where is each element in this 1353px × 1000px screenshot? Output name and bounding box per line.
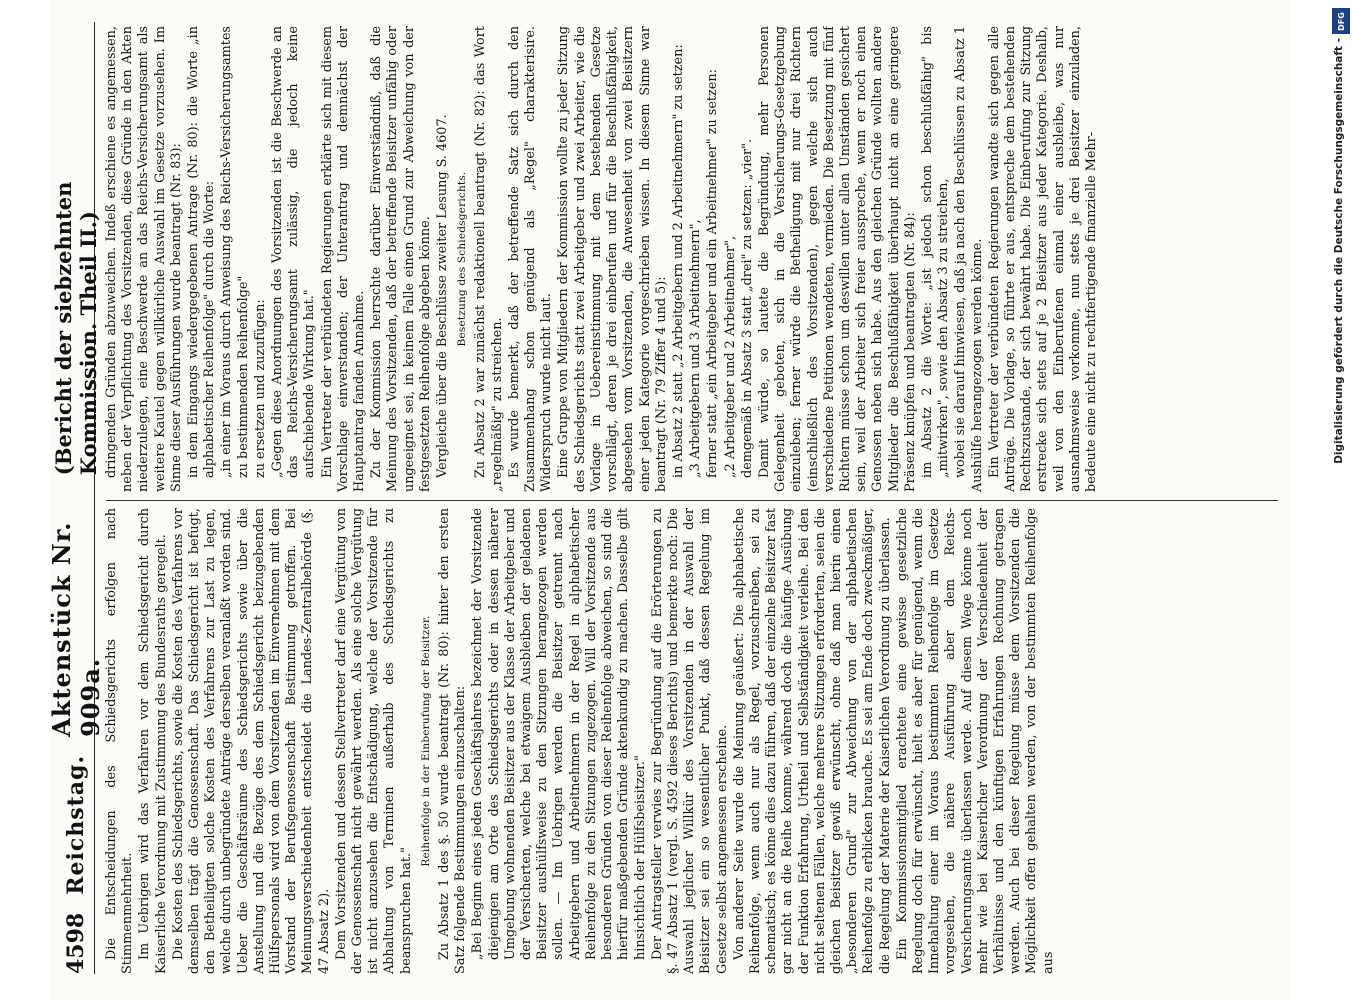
right-column	[104, 26, 1279, 492]
paragraph: Die Kosten des Schiedsgerichts, sowie die Kosten des Verfahrens vor demselben trägt die Genossenschaft. Das Schiedsgericht ist befugt, den Betheiligten solche Kosten des Verfahrens zur Last zu legen, welche durch unbegründete Anträge derselben veranlaßt worden sind. Ueber die Geschäftsräume des Schiedsgerichts sowie über die Anstellung und die Bezüge des dem Schiedsgericht beizugebenden Hülfspersonals wird von dem Vorsitzenden im Einvernehmen mit dem Vorstand der Berufsgenossenschaft Bestimmung getroffen. Bei Meinungsverschiedenheit entscheidet die Landes-Zentralbehörde (§. 47 Absatz 2).	[170, 508, 332, 974]
left-column	[104, 508, 1279, 974]
page-number: 4598	[63, 912, 89, 974]
quoted-provision: ferner statt „ein Arbeitgeber und ein Arbeitnehmer" zu setzen:	[705, 69, 721, 478]
paragraph: Ein Vertreter der verbündeten Regierungen erklärte sich mit diesem Vorschlage einverstanden; der Unterantrag und demnächst der Hauptantrag fanden Annahme.	[319, 26, 368, 492]
quoted-provision: im Absatz 2 die Worte: „ist jedoch schon beschlußfähig" bis „mitwirken", sowie den Absatz 3 zu streichen,	[919, 26, 952, 478]
paragraph: Damit würde, so lautete die Begründung, mehr Personen Gelegenheit geboten, sich in die Versicherungs-Gesetzgebung einzuleben; ferner würde die Betheiligung mit nur drei Richtern (einschließlich des Vorsitzenden), gegen welche sich auch verschiedene Petitionen wendeten, vermieden. Die Besetzung mit fünf Richtern müsse schon um deswillen unter allen Umständen gesichert sein, weil der Arbeiter sich freier ausspreche, wenn er noch einen Genossen neben sich habe. Aus den gleichen Gründe wollten andere Mitglieder die Beschlußfähigkeit überhaupt nicht an eine geringere Präsenz knüpfen und beantragten (Nr. 84):	[756, 26, 918, 492]
quoted-provision: „in einer im Voraus durch Anweisung des Reichs-Versicherungsamtes zu bestimmenden Reihenfolge"	[219, 26, 251, 478]
header-reichstag: Reichstag.	[63, 754, 89, 895]
digitization-note	[1331, 8, 1351, 993]
quoted-provision: zu ersetzen und zuzufügen:	[252, 299, 268, 478]
paragraph: Zu der Kommission herrschte darüber Einverständniß, daß die Meinung des Vorsitzenden, daß der betreffende Beisitzer unfähig oder ungeeignet sei, in keinem Falle einen Grund zur Abweichung von der festgesetzten Reihenfolge abgeben könne.	[369, 26, 433, 492]
paragraph: Vergleiche über die Beschlüsse zweiter Lesung S. 4607.	[435, 114, 451, 478]
digitization-note-text: Digitalisierung gefördert durch die Deutsche Forschungsgemeinschaft -	[1333, 38, 1345, 464]
section-heading: Reihenfolge in der Einberufung der Beisitzer.	[419, 615, 432, 867]
paragraph: Zu Absatz 2 war zunächst redaktionell beantragt (Nr. 82): das Wort „regelmäßig" zu streichen.	[473, 26, 505, 492]
paragraph: Der Antragsteller verwies zur Begründung auf die Erörterungen zu §. 47 Absatz 1 (vergl. S. 4592 dieses Berichts) und bemerkte noch: Die Auswahl jeglicher Willkür des Vorsitzenden in der Auswahl der Beisitzer sei ein so wesentlicher Punkt, daß dessen Regelung im Gesetze selbst angemessen erscheine.	[649, 508, 730, 974]
quoted-provision: „Gegen diese Anordnungen des Vorsitzenden ist die Beschwerde an das Reichs-Versicherungsamt zulässig, die jedoch keine aufschiebende Wirkung hat."	[270, 26, 318, 478]
paragraph: Eine Gruppe von Mitgliedern der Kommission wollte zu jeder Sitzung des Schiedsgerichts statt zwei Arbeitgeber und zwei Arbeiter, wie die Vorlage in Uebereinstimmung mit dem bestehenden Gesetze vorschlägt, deren je drei einberufen und für die Beschlußfähigkeit, abgesehen vom Vorsitzenden, die Anwesenheit von zwei Beisitzern einer jeden Kategorie vorgeschrieben wissen. In diesem Sinne war beantragt (Nr. 79 Ziffer 4 und 5):	[556, 26, 669, 492]
quoted-provision: in dem Eingangs wiedergegebenen Antrage (Nr. 80): die Worte „in alphabetischer Reihenfolge" durch die Worte:	[186, 26, 218, 478]
quoted-provision: „2 Arbeitgeber und 2 Arbeitnehmer",	[722, 235, 738, 478]
paragraph: wobei sie darauf hinwiesen, daß ja nach den Beschlüssen zu Absatz 1 Aushülfe herangezogen werden könne.	[953, 26, 985, 492]
section-heading: Besetzung des Schiedsgerichts.	[456, 171, 469, 347]
quoted-provision: in Absatz 2 statt „2 Arbeitgebern und 2 Arbeitnehmern" zu setzen:	[670, 44, 686, 478]
quoted-provision: „Bei Beginn eines jeden Geschäftsjahres bezeichnet der Vorsitzende diejenigen am Orte des Schiedsgerichts oder in dessen näherer Umgebung wohnenden Beisitzer aus der Klasse der Arbeitgeber und der Versicherten, welche bei etwaigem Ausbleiben der geladenen Beisitzer aushülfsweise zu den Sitzungen herangezogen werden sollen. — Im Uebrigen werden die Beisitzer getrennt nach Arbeitgebern und Arbeitnehmern in der Regel in alphabetischer Reihenfolge zu den Sitzungen zugezogen. Will der Vorsitzende aus besonderen Gründen von dieser Reihenfolge abweichen, so sind die hierfür maßgebenden Gründe aktenkundig zu machen. Dasselbe gilt hinsichtlich der Hülfsbeisitzer."	[470, 508, 648, 960]
quoted-provision: demgemäß in Absatz 3 statt „drei" zu setzen: „vier".	[739, 138, 755, 478]
paragraph: Zu Absatz 1 des §. 50 wurde beantragt (Nr. 80): hinter den ersten Satz folgende Bestimmungen einzuschalten:	[437, 508, 469, 974]
paragraph: Von anderer Seite wurde die Meinung geäußert: Die alphabetische Reihenfolge, wenn auch nur als Regel, vorzuschreiben, sei zu schematisch; es könne dies dazu führen, daß der einzelne Beisitzer fast gar nicht an die Reihe komme, während doch die häufige Ausübung der Funktion Erfahrung, Urtheil und Selbständigkeit verleihe. Bei den nicht seltenen Fällen, welche mehrere Sitzungen erforderten, seien die gleichen Beisitzer gewiß erwünscht, ohne daß man hierin einen „besonderen Grund" zur Abweichung von der alphabetischen Reihenfolge zu erblicken brauche. Es sei am Ende doch zweckmäßiger, die Regelung der Materie der Kaiserlichen Verordnung zu überlassen.	[731, 508, 893, 974]
paragraph: Dem Vorsitzenden und dessen Stellvertreter darf eine Vergütung von der Genossenschaft nicht gewährt werden. Als eine solche Vergütung ist nicht anzusehen die Entschädigung, welche der Vorsitzende für Abhaltung von Terminen außerhalb des Schiedsgerichts zu beanspruchen hat."	[333, 508, 414, 974]
column-divider	[106, 500, 1278, 501]
paragraph: Ein Vertreter der verbündeten Regierungen wandte sich gegen alle Anträge. Die Vorlage, so führte er aus, entspreche dem bestehenden Rechtszustande, der sich bewährt habe. Die Einberufung zur Sitzung erstrecke sich stets auf je 2 Beisitzer aus jeder Kategorie. Deshalb, weil von den Einberufenen einmal einer ausbleibe, was nur ausnahmsweise vorkomme, nun stets je drei Beisitzer einzuladen, bedeute eine nicht zu rechtfertigende finanzielle Mehr-	[986, 26, 1099, 492]
page-header	[47, 22, 105, 974]
header-aktenstueck: Aktenstück Nr. 909a.	[47, 521, 105, 737]
document-page	[47, 0, 1290, 1000]
dfg-logo: DFG	[1332, 8, 1350, 34]
paragraph: Es wurde bemerkt, daß der betreffende Satz sich durch den Zusammenhang schon genügend als „Regel" charakterisire. Widerspruch wurde nicht laut.	[506, 26, 555, 492]
quoted-provision: „3 Arbeitgebern und 3 Arbeitnehmern",	[688, 219, 704, 478]
paragraph: dringenden Gründen abzuweichen. Indeß erschiene es angemessen, neben der Verpflichtung des Vorsitzenden, diese Gründe in den Akten niederzulegen, eine Beschwerde an das Reichs-Versicherungsamt als weitere Kautel gegen willkürliche Auswahl im Gesetze vorzusehen. Im Sinne dieser Ausführungen wurde beantragt (Nr. 83):	[104, 26, 184, 492]
header-bericht: (Bericht der siebzehnten Kommission. Theil II.)	[51, 181, 101, 476]
paragraph: Im Uebrigen wird das Verfahren vor dem Schiedsgericht durch Kaiserliche Verordnung mit Zustimmung des Bundesraths geregelt.	[137, 508, 169, 974]
paragraph: Ein Kommissionsmitglied erachtete eine gewisse gesetzliche Regelung doch für erwünscht, hielt es aber für genügend, wenn die Innehaltung einer im Voraus bestimmten Reihenfolge im Gesetze vorgesehen, die nähere Ausführung aber dem Reichs-Versicherungsamte überlassen werde. Auf diesem Wege könne noch mehr wie bei Kaiserlicher Verordnung der Verschiedenheit der Verhältnisse und den künftigen Erfahrungen Rechnung getragen werden. Auch bei dieser Regelung müsse dem Vorsitzenden die Möglichkeit offen gehalten werden, von der bestimmten Reihenfolge aus	[894, 508, 1056, 974]
paragraph: Die Entscheidungen des Schiedsgerichts erfolgen nach Stimmenmehrheit.	[104, 508, 136, 974]
